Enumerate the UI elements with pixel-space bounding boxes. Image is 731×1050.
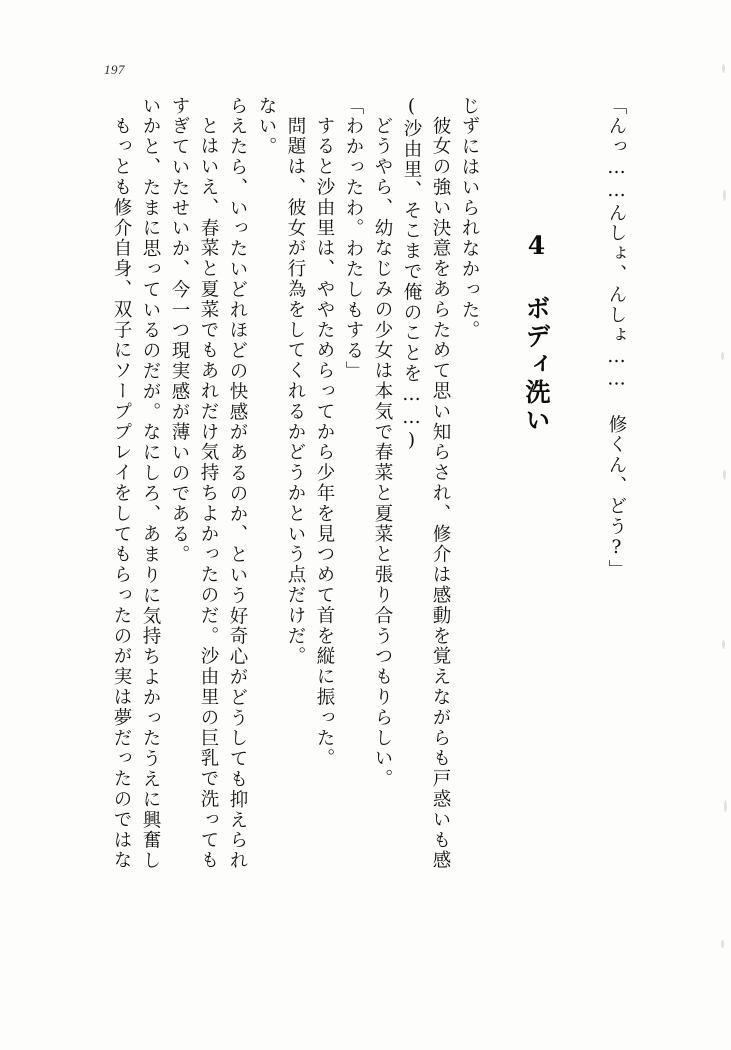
chapter-heading: 4 ボディ洗い (522, 231, 551, 435)
text-line: 彼女の強い決意をあらためて思い知らされ、修介は感動を覚えながらも戸惑いも感 (430, 116, 451, 871)
text-line: ない。 (256, 96, 277, 158)
text-line: すると沙由里は、ややためらってから少年を見つめて首を縦に振った。 (314, 116, 335, 769)
vertical-text-block (101, 96, 661, 976)
text-line: とはいえ、春菜と夏菜でもあれだけ気持ちよかったのだ。沙由里の巨乳で洗っても (198, 116, 219, 871)
text-line: らえたら、いったいどれほどの快感があるのか、という好奇心がどうしても抑えられ (227, 96, 248, 872)
text-line: いかと、たまに思っているのだが。なにしろ、あまりに気持ちよかったうえに興奮し (140, 96, 161, 872)
scan-speckle (723, 470, 726, 480)
text-line: (沙由里、そこまで俺のことを……) (401, 96, 422, 453)
text-line: じずにはいられなかった。 (459, 96, 480, 341)
page-number: 197 (104, 62, 125, 77)
scan-speckle (721, 352, 724, 360)
scan-speckle (722, 640, 725, 649)
text-line: 「わかったわ。わたしもする」 (343, 96, 364, 382)
scan-speckle (721, 940, 724, 948)
text-line: もっとも修介自身、双子にソーププレイをしてもらったのが実は夢だったのではな (111, 116, 132, 871)
text-line: 問題は、彼女が行為をしてくれるかどうかという点だけだ。 (285, 116, 306, 667)
text-line: 「んっ……んしょ、んしょ…… 修くん、どう?」 (606, 96, 627, 581)
scan-speckle (722, 64, 725, 73)
scan-speckle (723, 190, 726, 201)
text-line: どうやら、幼なじみの少女は本気で春菜と夏菜と張り合うつもりらしい。 (372, 116, 393, 790)
text-line: すぎていたせいか、今一つ現実感が薄いのである。 (169, 96, 190, 566)
scan-speckle (724, 800, 727, 812)
